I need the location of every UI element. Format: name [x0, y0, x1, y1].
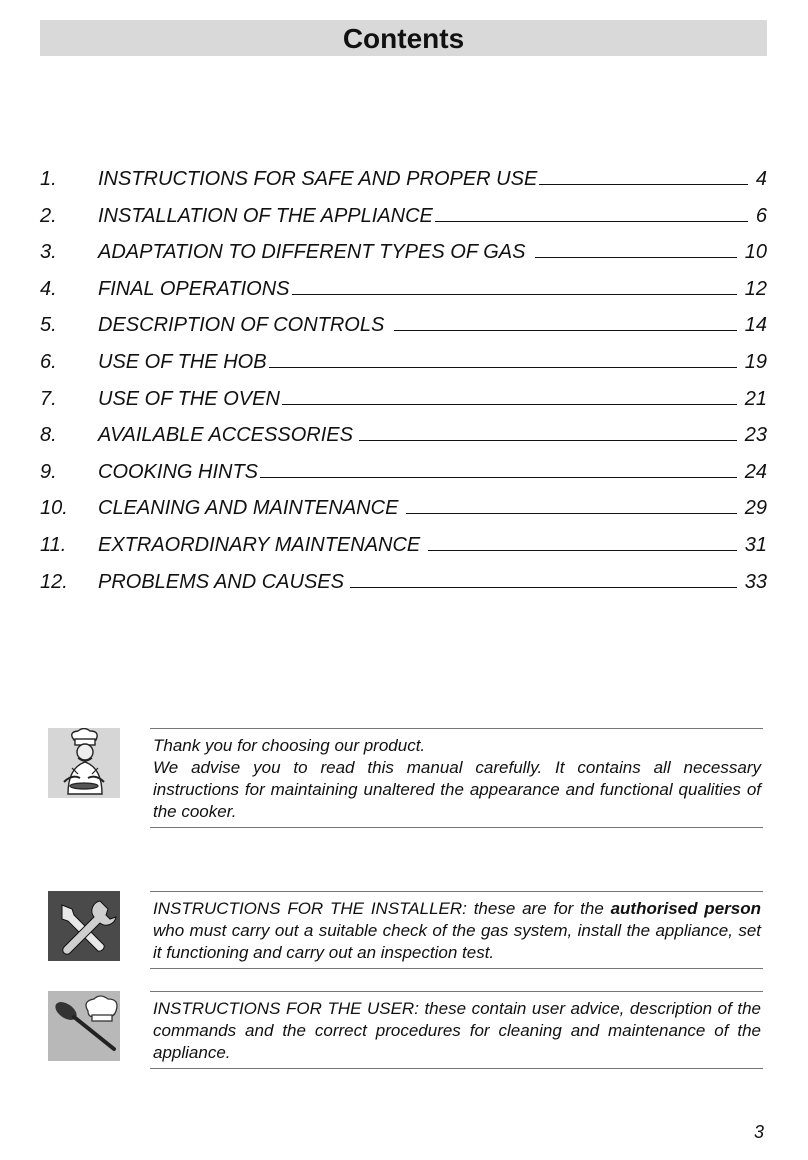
installer-note-text-start: INSTRUCTIONS FOR THE INSTALLER: these are for the [153, 899, 611, 918]
installer-note-text-end: who must carry out a suitable check of the gas system, install the appliance, set it functioning and carry out an inspection test. [153, 921, 761, 962]
toc-item-label: INSTRUCTIONS FOR SAFE AND PROPER USE [98, 168, 538, 190]
toc-item-label: CLEANING AND MAINTENANCE [98, 497, 399, 520]
toc-item[interactable] [40, 237, 767, 267]
toc-item-number: 9. [40, 460, 57, 483]
toc-item-number: 12. [40, 570, 68, 593]
page-title: Contents [342, 23, 465, 54]
toc-item[interactable] [40, 384, 767, 414]
toc-item[interactable] [40, 201, 767, 231]
toc-item-number: 8. [40, 424, 57, 447]
toc-item-number: 10. [40, 497, 68, 520]
toc-item-page: 12 [744, 277, 767, 300]
toc-leader-line [435, 201, 748, 222]
chef-icon [48, 728, 120, 798]
toc-leader-line [428, 530, 736, 551]
installer-note [150, 891, 763, 969]
toc-item-label: USE OF THE HOB [98, 351, 267, 373]
toc-item-number: 1. [40, 168, 57, 190]
toc-item[interactable] [40, 310, 767, 340]
toc-item-label: AVAILABLE ACCESSORIES [98, 424, 353, 447]
toc-item-page: 33 [744, 570, 767, 593]
toc-item-label: EXTRAORDINARY MAINTENANCE [98, 534, 421, 556]
toc-leader-line [539, 164, 748, 185]
toc-item-label: INSTALLATION OF THE APPLIANCE [98, 204, 433, 227]
toc-item-label: FINAL OPERATIONS [98, 277, 290, 300]
tools-icon [48, 891, 120, 961]
toc-item-number: 3. [40, 241, 57, 264]
toc-item[interactable] [40, 457, 767, 487]
toc-item-number: 11. [40, 534, 67, 556]
user-note-text: INSTRUCTIONS FOR THE USER: these contain user advice, description of the commands and the correct procedures for cleaning and maintenance of the appliance. [153, 999, 761, 1062]
toc-item[interactable] [40, 567, 767, 597]
toc-item-number: 5. [40, 314, 57, 337]
toc-item-number: 7. [40, 387, 57, 410]
toc-item-page: 6 [755, 204, 767, 227]
toc-item-page: 29 [744, 497, 767, 520]
spoon-chef-hat-icon [48, 991, 120, 1061]
toc-item-page: 24 [744, 460, 767, 483]
toc-leader-line [359, 420, 737, 441]
page-number: 3 [753, 1122, 764, 1142]
welcome-note-line1: Thank you for choosing our product. [153, 736, 426, 755]
toc-item[interactable] [40, 274, 767, 304]
toc-item-label: COOKING HINTS [98, 460, 259, 483]
toc-leader-line [269, 347, 737, 368]
toc-item-label: PROBLEMS AND CAUSES [98, 570, 344, 593]
toc-leader-line [282, 384, 737, 405]
toc-item[interactable] [40, 420, 767, 450]
toc-item-page: 21 [744, 387, 767, 410]
toc-item-page: 23 [744, 424, 767, 447]
title-bar [40, 20, 767, 56]
toc-leader-line [260, 457, 737, 478]
toc-item-page: 4 [755, 168, 767, 190]
toc-item-page: 31 [744, 534, 767, 556]
toc-item-label: USE OF THE OVEN [98, 387, 280, 410]
welcome-note-line2: We advise you to read this manual carefully. It contains all necessary instructions for maintaining unaltered the appearance and functional qualities of the cooker. [153, 758, 761, 821]
toc-leader-line [292, 274, 737, 295]
toc-item-number: 4. [40, 277, 57, 300]
toc-leader-line [394, 310, 736, 331]
toc-item-number: 6. [40, 351, 57, 373]
toc-item-label: ADAPTATION TO DIFFERENT TYPES OF GAS [98, 241, 526, 264]
toc-item[interactable] [40, 164, 767, 194]
toc-item-number: 2. [40, 204, 57, 227]
toc-leader-line [350, 567, 737, 588]
user-note [150, 991, 763, 1069]
toc-leader-line [535, 237, 736, 258]
toc-item-page: 19 [744, 351, 767, 373]
toc-leader-line [406, 493, 736, 514]
toc-item[interactable] [40, 347, 767, 377]
toc-item-page: 14 [744, 314, 767, 337]
toc-item[interactable] [40, 530, 767, 560]
installer-note-text [153, 898, 761, 964]
installer-note-bold: authorised person [610, 899, 761, 918]
toc-item[interactable] [40, 493, 767, 523]
toc-item-label: DESCRIPTION OF CONTROLS [98, 314, 385, 337]
welcome-note [150, 728, 763, 828]
toc-item-page: 10 [744, 241, 767, 264]
